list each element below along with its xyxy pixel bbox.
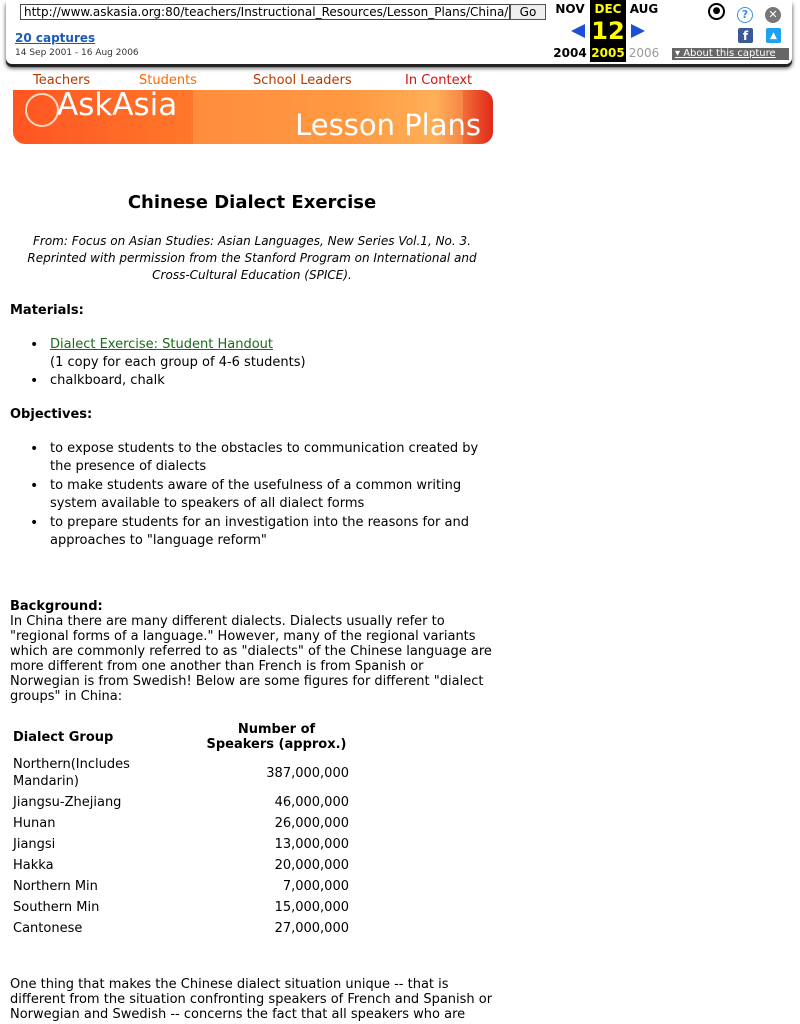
column-header-dialect: Dialect Group [13,729,114,745]
page-title: Chinese Dialect Exercise [127,192,377,213]
url-input[interactable]: http://www.askasia.org:80/teachers/Instructional_Resources/Lesson_Plans/China/ [20,4,510,20]
list-item [50,336,494,372]
background-heading: Background: [10,599,103,614]
prev-year: 2004 [553,46,587,60]
objectives-heading: Objectives: [10,407,93,422]
table-row [10,792,352,813]
prev-month: NOV [555,2,585,16]
current-year: 2005 [591,46,625,60]
source-citation: From: Focus on Asian Studies: Asian Languages, New Series Vol.1, No. 3. Reprinted with permission from the Stanford Program on International and Cross-Cultural Education (SPICE). [27,234,477,282]
facebook-icon[interactable]: f [738,28,753,43]
dialect-name-cell: Jiangsu-Zhejiang [13,795,122,810]
objective-text: to expose students to the obstacles to communication created by the presence of dialects [50,441,479,474]
twitter-icon[interactable]: ▲ [766,28,781,43]
table-row [10,754,352,792]
next-month-column[interactable] [626,0,662,60]
current-day: 12 [591,17,625,45]
current-month-column [590,0,626,62]
dialect-table-body [10,754,352,939]
student-handout-link[interactable]: Dialect Exercise: Student Handout [50,337,274,352]
prev-month-column[interactable] [552,0,588,60]
close-icon[interactable]: ✕ [765,7,781,23]
table-row [10,897,352,918]
nav-in-context[interactable]: In Context [405,73,473,88]
site-logo: AskAsia [57,90,178,123]
nav-teachers[interactable]: Teachers [33,73,91,88]
speakers-cell: 26,000,000 [274,816,349,831]
list-item [50,514,494,550]
next-year: 2006 [628,46,660,60]
table-row [10,834,352,855]
dialect-name-cell: Hakka [13,858,54,873]
help-icon[interactable]: ? [737,7,753,23]
wayback-toolbar [6,0,792,64]
capture-range: 14 Sep 2001 - 16 Aug 2006 [15,48,139,58]
section-title: Lesson Plans [295,108,481,142]
list-item [50,440,494,476]
nav-school-leaders[interactable]: School Leaders [253,73,352,88]
table-row [10,813,352,834]
objective-text: to prepare students for an investigation into the reasons for and approaches to "language reform" [50,515,469,548]
about-capture-button[interactable]: ▾ About this capture [672,48,789,60]
nav-students[interactable]: Students [139,73,197,88]
materials-item-text: chalkboard, chalk [50,373,165,388]
handout-note: (1 copy for each group of 4-6 students) [50,355,306,370]
dialect-name-cell: Northern(Includes Mandarin) [13,757,130,789]
dialect-name-cell: Northern Min [13,879,98,894]
next-month: AUG [629,2,659,16]
next-capture-arrow-icon[interactable] [631,24,645,38]
user-icon[interactable]: ● [708,3,725,20]
dialect-name-cell: Southern Min [13,900,100,915]
askasia-logo-icon [25,93,59,127]
captures-link[interactable]: 20 captures [15,31,96,45]
materials-heading: Materials: [10,303,84,318]
background-text: In China there are many different dialects. Dialects usually refer to "regional forms of a language." However, many of the regional variants which are commonly referred to as "dialects" of the Chinese language are more different from one another than French is from Spanish or Norwegian is from Swedish! Below are some figures for different "dialect groups" in China: [10,614,492,704]
table-row [10,876,352,897]
speakers-cell: 13,000,000 [274,837,349,852]
dialect-table [10,720,352,939]
table-row [10,918,352,939]
speakers-cell: 46,000,000 [274,795,349,810]
go-button[interactable]: Go [510,4,546,20]
column-header-speakers: Number of Speakers (approx.) [206,722,347,752]
dialect-name-cell: Hunan [13,816,56,831]
table-row [10,855,352,876]
prev-capture-arrow-icon[interactable] [571,24,585,38]
speakers-cell: 387,000,000 [266,765,349,781]
speakers-cell: 7,000,000 [282,879,349,894]
speakers-cell: 15,000,000 [274,900,349,915]
objectives-list [10,440,494,551]
current-month: DEC [594,2,622,16]
list-item [50,372,494,390]
dialect-name-cell: Cantonese [13,921,83,936]
materials-list [10,336,494,390]
closing-paragraph: One thing that makes the Chinese dialect situation unique -- that is different from the situation confronting speakers of French and Spanish or Norwegian and Swedish -- concerns the fact that all speakers who are [10,977,493,1022]
about-capture-label: About this capture [683,48,776,59]
dialect-name-cell: Jiangsi [13,837,56,852]
objective-text: to make students aware of the usefulness of a common writing system available to speakers of all dialect forms [50,478,462,511]
speakers-cell: 20,000,000 [274,858,349,873]
list-item [50,477,494,513]
speakers-cell: 27,000,000 [274,921,349,936]
site-banner[interactable] [13,90,493,144]
